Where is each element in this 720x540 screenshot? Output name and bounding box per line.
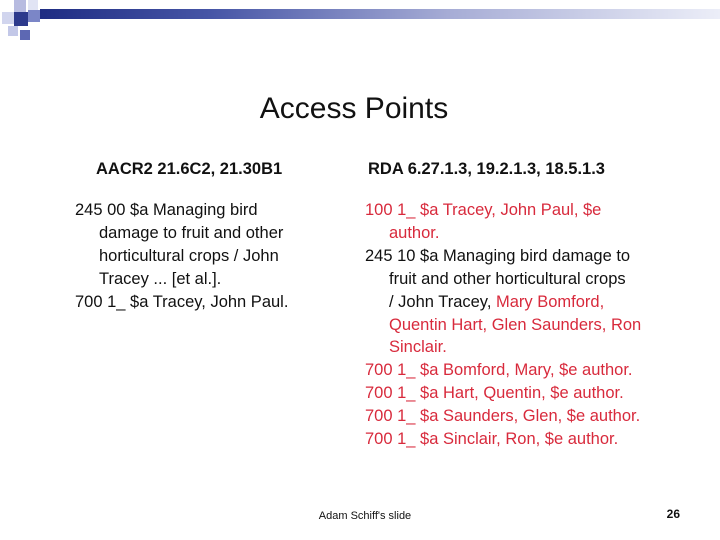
record-text: fruit and other horticultural crops: [389, 269, 626, 288]
header-square: [28, 0, 38, 10]
slide-title: Access Points: [259, 92, 449, 125]
record-text: 245 10 $a Managing bird damage to: [365, 246, 631, 265]
record-line: [75, 222, 355, 245]
rda-record: [365, 199, 685, 451]
record-line: [365, 245, 685, 268]
highlighted-text: 700 1_ $a Hart, Quentin, $e author.: [365, 384, 624, 403]
record-line: [365, 199, 685, 222]
header-square: [20, 30, 30, 40]
header-square: [2, 12, 14, 24]
record-text: 700 1_ $a Tracey, John Paul.: [75, 292, 289, 311]
highlighted-text: 700 1_ $a Bomford, Mary, $e author.: [365, 361, 633, 380]
record-line: [365, 382, 685, 405]
record-line: [365, 268, 685, 291]
rda-heading: RDA 6.27.1.3, 19.2.1.3, 18.5.1.3: [368, 160, 605, 178]
highlighted-text: 700 1_ $a Sinclair, Ron, $e author.: [365, 430, 619, 449]
record-line: [365, 222, 685, 245]
header-decoration: [0, 0, 720, 44]
highlighted-text: Sinclair.: [389, 338, 447, 357]
header-square: [14, 0, 26, 12]
highlighted-text: Quentin Hart, Glen Saunders, Ron: [389, 315, 642, 334]
record-line: [365, 336, 685, 359]
aacr2-record: [75, 199, 355, 314]
highlighted-text: Mary Bomford,: [496, 292, 605, 311]
header-square: [28, 10, 40, 22]
highlighted-text: 700 1_ $a Saunders, Glen, $e author.: [365, 407, 641, 426]
record-text: horticultural crops / John: [99, 246, 279, 265]
record-text: 245 00 $a Managing bird: [75, 201, 258, 219]
highlighted-text: 100 1_ $a Tracey, John Paul, $e: [365, 201, 602, 219]
record-line: [75, 245, 355, 268]
header-square: [8, 26, 18, 36]
record-line: [365, 428, 685, 451]
record-line: [365, 359, 685, 382]
footer-author: Adam Schiff's slide: [318, 510, 412, 522]
record-line: [75, 291, 355, 314]
highlighted-text: author.: [389, 223, 440, 242]
record-line: [365, 291, 685, 314]
record-line: [75, 268, 355, 291]
record-text: Tracey ... [et al.].: [99, 269, 222, 288]
page-number: 26: [666, 507, 680, 521]
record-line: [365, 405, 685, 428]
record-text: / John Tracey,: [389, 292, 496, 311]
record-line: [365, 314, 685, 337]
header-gradient-bar: [40, 9, 720, 19]
record-text: damage to fruit and other: [99, 223, 284, 242]
header-square: [14, 12, 28, 26]
aacr2-heading: AACR2 21.6C2, 21.30B1: [96, 160, 283, 178]
record-line: [75, 199, 355, 222]
